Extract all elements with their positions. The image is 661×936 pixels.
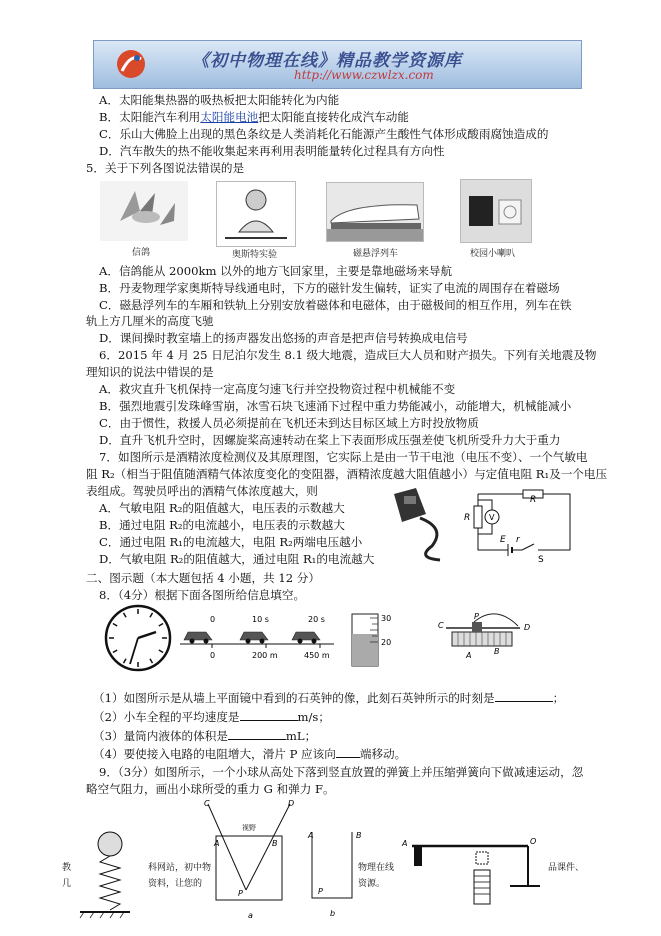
- mirror-view-diagram-a: [198, 796, 302, 920]
- q6-stem: 6．2015 年 4 月 25 日尼泊尔发生 8.1 级大地震，造成巨大人员和财产损失。下列有关地震及物: [99, 348, 597, 362]
- car-dist-2: 450 m: [304, 651, 330, 660]
- section-2-heading: 二、图示题（本大题包括 4 小题，共 12 分）: [86, 571, 320, 585]
- car-dist-1: 200 m: [252, 651, 278, 660]
- q6-option-b: B．强烈地震引发珠峰雪崩，冰雪石块飞速涌下过程中重力势能减小，动能增大，机械能减小: [99, 399, 572, 413]
- q8-3-answer-blank[interactable]: [228, 728, 286, 740]
- watermark-frag-2: 几: [62, 879, 72, 889]
- q8-sub-2: [93, 709, 330, 725]
- watermark-frag-7: 品课件、: [548, 863, 585, 873]
- q5-option-a: A．信鸽能从 2000km 以外的地方飞回家里，主要是靠地磁场来导航: [99, 264, 453, 278]
- rheo-label-P: P: [474, 612, 479, 621]
- label-R: R: [530, 495, 537, 505]
- q8-4-answer-blank[interactable]: [336, 746, 360, 758]
- watermark-frag-3: 科网站，初中物: [148, 863, 212, 873]
- diagram-a-label-P: P: [238, 889, 243, 898]
- label-S: S: [538, 555, 544, 565]
- car-time-1: 10 s: [252, 615, 269, 624]
- q8-3-unit: mL；: [285, 729, 317, 743]
- q8-sub-1: [93, 690, 564, 706]
- clock-image: [104, 604, 172, 672]
- pigeon-image: [100, 181, 188, 241]
- q7-stem-cont2: 表组成。驾驶员呼出的酒精气体浓度越大，则: [86, 484, 318, 498]
- q8-4-suffix: 端移动。: [359, 747, 407, 761]
- label-r: r: [516, 535, 520, 545]
- speaker-image: [460, 179, 532, 243]
- diagram-a-label-view: 视野: [242, 824, 256, 832]
- rheo-label-D: D: [524, 623, 531, 632]
- watermark-frag-4: 资料，让您的: [148, 879, 203, 889]
- breathalyzer-image: [386, 484, 456, 562]
- q8-sub-3: [93, 728, 316, 744]
- caption-speaker: 校园小喇叭: [470, 249, 516, 259]
- diagram-b-label-P: P: [318, 887, 323, 896]
- lever-label-A: A: [402, 839, 408, 848]
- label-V: V: [489, 513, 495, 522]
- q6-option-a: A．救灾直升飞机保持一定高度匀速飞行并空投物资过程中机械能不变: [99, 382, 456, 396]
- q7-option-c: C．通过电阻 R₁的电流越大，电阻 R₂两端电压越小: [99, 535, 363, 549]
- q8-2-answer-blank[interactable]: [240, 709, 298, 721]
- cylinder-mark-20: 20: [381, 638, 392, 647]
- q5-option-b: B．丹麦物理学家奥斯特导线通电时，下方的磁针发生偏转，证实了电流的周围存在着磁场: [99, 281, 560, 295]
- q9-stem: 9．（3分）如图所示，一个小球从高处下落到竖直放置的弹簧上并压缩弹簧向下做减速运动，忽: [99, 765, 584, 779]
- q4-option-b: [99, 109, 409, 125]
- watermark-frag-6: 资源。: [358, 879, 386, 889]
- q4-option-c: C．乐山大佛脸上出现的黑色条纹是人类消耗化石能源产生酸性气体形成酸雨腐蚀造成的: [99, 127, 549, 141]
- header-banner: [93, 40, 582, 89]
- lever-label-O: O: [530, 837, 537, 846]
- diagram-a-caption: a: [248, 911, 253, 920]
- q7-option-a: A．气敏电阻 R₂的阻值越大，电压表的示数越大: [99, 501, 345, 515]
- q5-option-d: D．课间操时教室墙上的扬声器发出悠扬的声音是把声信号转换成电信号: [99, 331, 468, 345]
- q5-option-c: C．磁悬浮列车的车厢和铁轨上分别安放着磁体和电磁体，由于磁极间的相互作用，列车在铁: [99, 298, 572, 312]
- banner-url[interactable]: http://www.czwlzx.com: [294, 68, 434, 82]
- rheo-label-C: C: [438, 621, 444, 630]
- rheo-label-B: B: [494, 647, 500, 656]
- diagram-a-label-C: C: [204, 799, 210, 808]
- label-Ri: R: [464, 513, 471, 523]
- diagram-a-label-D: D: [288, 799, 295, 808]
- q8-2-text: （2）小车全程的平均速度是: [93, 710, 240, 724]
- q8-1-semicolon: ；: [552, 691, 565, 705]
- q8-3-text: （3）量筒内液体的体积是: [93, 729, 228, 743]
- maglev-train-image: [326, 182, 424, 242]
- q7-stem-cont1: 阻 R₂（相当于阻值随酒精气体浓度变化的变阻器，酒精浓度越大阻值越小）与定值电阻 R₁及一个电压: [86, 467, 608, 481]
- site-logo-icon: [116, 49, 146, 79]
- caption-maglev: 磁悬浮列车: [353, 249, 399, 259]
- q8-2-unit: m/s；: [297, 710, 330, 724]
- q8-1-answer-blank[interactable]: [495, 690, 553, 702]
- car-time-0: 0: [210, 615, 216, 624]
- q7-circuit-diagram: [458, 488, 578, 568]
- banner-title: 《初中物理在线》精品教学资源库: [192, 51, 462, 71]
- solar-cell-link[interactable]: 太阳能电池: [200, 110, 259, 124]
- label-E: E: [500, 535, 506, 545]
- rheo-label-A: A: [466, 651, 472, 660]
- car-dist-0: 0: [210, 651, 216, 660]
- rheostat-diagram: [436, 610, 536, 666]
- q4-b-suffix: 把太阳能直接转化成汽车动能: [258, 110, 409, 124]
- q4-option-d: D．汽车散失的热不能收集起来再利用表明能量转化过程具有方向性: [99, 144, 445, 158]
- q4-option-a: A．太阳能集热器的吸热板把太阳能转化为内能: [99, 93, 340, 107]
- q9-stem-cont: 略空气阻力，画出小球所受的重力 G 和弹力 F。: [86, 782, 335, 796]
- q6-option-c: C．由于惯性，救援人员必须提前在飞机还未到达目标区域上方时投放物质: [99, 416, 479, 430]
- q6-stem-cont: 理知识的说法中错误的是: [86, 365, 214, 379]
- watermark-frag-1: 教: [62, 863, 72, 873]
- caption-pigeon: 信鸽: [132, 248, 151, 258]
- q4-b-prefix: B．太阳能汽车利用: [99, 110, 201, 124]
- q8-stem: 8．（4分）根据下面各图所给信息填空。: [99, 588, 306, 602]
- q8-sub-4: [93, 746, 406, 762]
- q8-1-text: （1）如图所示是从墙上平面镜中看到的石英钟的像，此刻石英钟所示的时刻是: [93, 691, 495, 705]
- q8-4-text: （4）要使接入电路的电阻增大，滑片 P 应该向: [93, 747, 336, 761]
- q5-option-c-cont: 轨上方几厘米的高度飞驰: [86, 314, 214, 328]
- diagram-b-label-A: A: [308, 831, 314, 840]
- diagram-b-label-B: B: [356, 831, 362, 840]
- diagram-a-label-A: A: [214, 839, 220, 848]
- q7-option-d: D．气敏电阻 R₂的阻值越大，通过电阻 R₁的电流越大: [99, 552, 375, 566]
- lever-electromagnet-diagram: [400, 834, 546, 918]
- q6-option-d: D．直升飞机升空时，因螺旋桨高速转动在桨上下表面形成压强差使飞机所受升力大于重力: [99, 433, 561, 447]
- car-motion-diagram: [180, 612, 334, 662]
- q7-stem: 7．如图所示是酒精浓度检测仪及其原理图，它实际上是由一节干电池（电压不变）、一个气敏电: [99, 450, 588, 464]
- ball-spring-diagram: [70, 830, 130, 920]
- car-time-2: 20 s: [308, 615, 325, 624]
- graduated-cylinder-image: [348, 604, 396, 672]
- q5-stem: 5．关于下列各图说法错误的是: [86, 161, 245, 175]
- diagram-b-caption: b: [330, 909, 336, 918]
- diagram-a-label-B: B: [272, 839, 278, 848]
- q7-option-b: B．通过电阻 R₂的电流越小，电压表的示数越大: [99, 518, 345, 532]
- watermark-frag-5: 物理在线: [358, 863, 395, 873]
- cylinder-mark-30: 30: [381, 614, 392, 623]
- oersted-image: [216, 181, 296, 247]
- caption-oersted: 奥斯特实验: [232, 250, 278, 260]
